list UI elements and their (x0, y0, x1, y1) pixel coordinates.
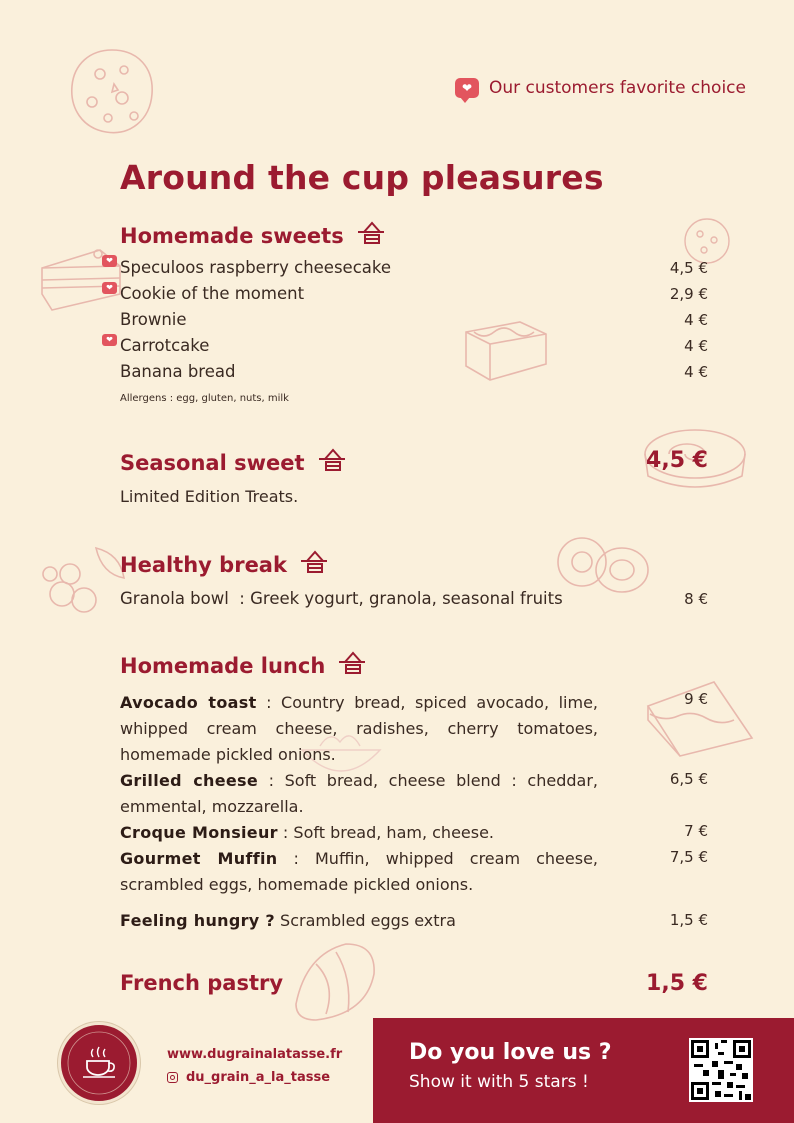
lunch-item-desc: Scrambled eggs extra (274, 911, 456, 930)
favorite-heart-icon: ❤ (102, 334, 117, 346)
menu-item-price: 4 € (684, 363, 708, 381)
lunch-item (120, 908, 598, 934)
review-cta-title: Do you love us ? (409, 1040, 612, 1065)
menu-item-price: 2,9 € (669, 285, 708, 303)
section-heading-lunch (120, 650, 367, 681)
favorite-heart-icon: ❤ (102, 282, 117, 294)
lunch-item (120, 820, 598, 846)
lunch-item-name: Grilled cheese (120, 771, 259, 790)
lunch-item-desc: : Muffin, whipped cream cheese, scrambled eggs, homemade pickled onions. (120, 849, 598, 894)
menu-item-name: Granola bowl : Greek yogurt, granola, seasonal fruits (120, 589, 563, 608)
menu-item (120, 589, 708, 608)
coffee-cup-icon (61, 1025, 137, 1101)
lunch-item (120, 846, 598, 898)
section-heading-lunch-text: Homemade lunch (120, 653, 326, 678)
menu-item-name: Banana bread (120, 362, 236, 381)
lunch-item-price: 7 € (684, 822, 708, 840)
menu-item-name: Carrotcake (120, 336, 210, 355)
menu-item-name: Speculoos raspberry cheesecake (120, 258, 392, 277)
menu-item-price: 4 € (684, 311, 708, 329)
menu-item (120, 362, 708, 381)
review-cta-subtitle: Show it with 5 stars ! (409, 1072, 589, 1092)
lunch-item-name: Avocado toast (120, 693, 257, 712)
menu-item (120, 284, 708, 303)
homemade-house-icon (299, 549, 329, 580)
lunch-item-name: Gourmet Muffin (120, 849, 278, 868)
lunch-item-desc: : Soft bread, cheese blend : cheddar, emmental, mozzarella. (120, 771, 598, 816)
section-heading-pastry-text: French pastry (120, 971, 284, 995)
section-heading-healthy (120, 549, 329, 580)
seasonal-price: 4,5 € (646, 448, 708, 473)
lunch-item-price: 9 € (684, 690, 708, 708)
lunch-item-name: Feeling hungry ? (120, 911, 275, 930)
homemade-house-icon (337, 650, 367, 681)
instagram-handle: du_grain_a_la_tasse (186, 1070, 331, 1085)
brand-logo (58, 1022, 140, 1104)
menu-item (120, 258, 708, 277)
seasonal-description: Limited Edition Treats. (120, 487, 299, 506)
section-heading-seasonal (120, 447, 347, 478)
section-heading-sweets (120, 220, 386, 251)
pastry-price: 1,5 € (646, 971, 708, 996)
page-title: Around the cup pleasures (120, 158, 604, 197)
heart-badge-icon: ❤ (455, 78, 479, 98)
menu-item-price: 4 € (684, 337, 708, 355)
instagram-icon (167, 1072, 178, 1083)
menu-item-name: Brownie (120, 310, 187, 329)
menu-item (120, 336, 708, 355)
cookie-doodle-icon (64, 44, 160, 140)
website-link[interactable]: www.dugrainalatasse.fr (167, 1047, 343, 1062)
favorite-note (455, 78, 746, 98)
lunch-item-price: 7,5 € (669, 848, 708, 866)
lunch-item-price: 1,5 € (669, 911, 708, 929)
section-heading-seasonal-text: Seasonal sweet (120, 450, 305, 475)
favorite-heart-icon: ❤ (102, 255, 117, 267)
review-banner (373, 1018, 794, 1123)
croissant-doodle-icon (286, 934, 382, 1024)
menu-item-price: 4,5 € (669, 259, 708, 277)
section-heading-sweets-text: Homemade sweets (120, 223, 344, 248)
lunch-item (120, 690, 598, 768)
qr-code-icon[interactable] (689, 1038, 753, 1102)
instagram-link[interactable] (167, 1070, 330, 1085)
lunch-item-name: Croque Monsieur (120, 823, 278, 842)
lunch-item (120, 768, 598, 820)
allergens-note: Allergens : egg, gluten, nuts, milk (120, 393, 289, 404)
lunch-item-desc: : Country bread, spiced avocado, lime, whipped cream cheese, radishes, cherry tomatoes, homemade pickled onions. (120, 693, 599, 764)
menu-item (120, 310, 708, 329)
menu-item-price: 8 € (684, 590, 708, 608)
homemade-house-icon (317, 447, 347, 478)
menu-item-name: Cookie of the moment (120, 284, 305, 303)
section-heading-pastry (120, 971, 283, 995)
sandwich-doodle-icon (644, 676, 756, 760)
section-heading-healthy-text: Healthy break (120, 552, 287, 577)
homemade-house-icon (356, 220, 386, 251)
lunch-item-price: 6,5 € (669, 770, 708, 788)
favorite-note-text: Our customers favorite choice (488, 78, 746, 98)
lunch-item-desc: : Soft bread, ham, cheese. (277, 823, 495, 842)
